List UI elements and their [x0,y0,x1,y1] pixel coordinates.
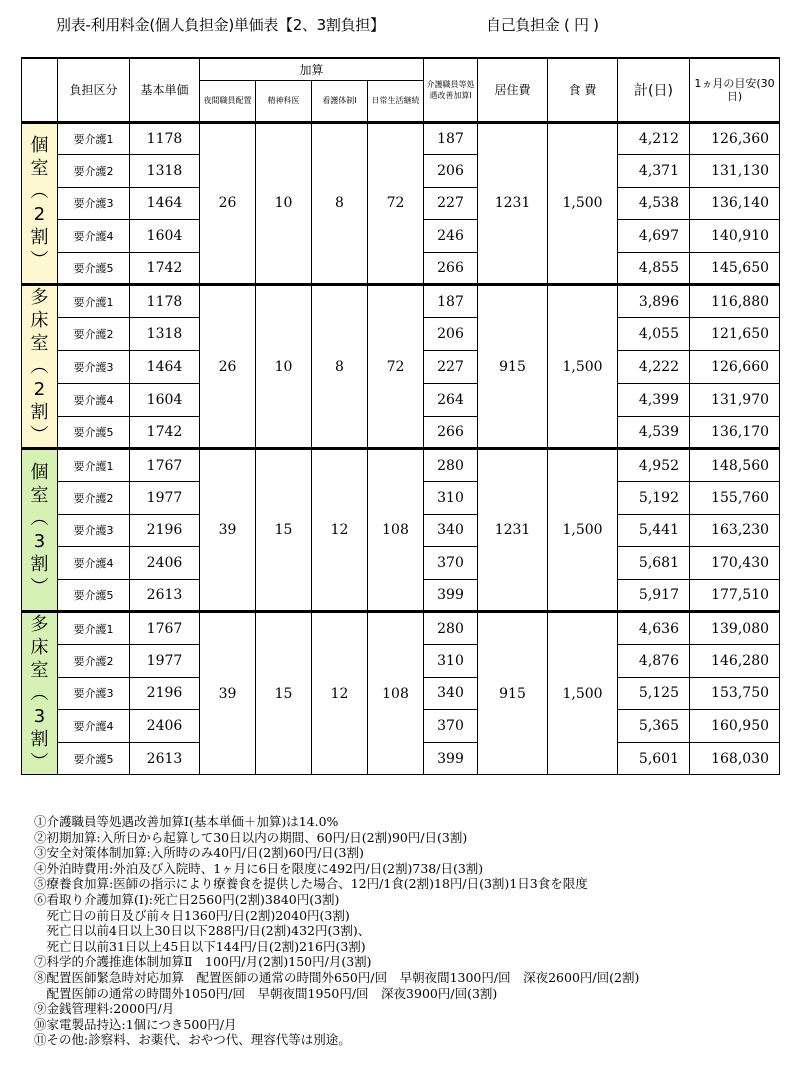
base-price-cell: 1318 [130,155,200,188]
daily-total-cell: 4,371 [618,155,690,188]
meal-cell: 1,500 [548,122,618,285]
staff-improvement-cell: 399 [424,742,478,775]
monthly-estimate-cell: 148,560 [690,449,780,482]
note-line: 配置医師の通常の時間外1050円/回 早朝夜間1950円/回 深夜3900円/回(3割) [34,985,498,1001]
table-row [22,285,780,318]
nursing-cell: 12 [312,449,368,612]
table-row [22,612,780,645]
header-addition: 加算 [200,58,424,80]
staff-improvement-cell: 264 [424,383,478,416]
note-line: ④外泊時費用:外泊及び入院時、1ヶ月に6日を限度に492円/日(2割)738/日(3割) [34,860,484,876]
care-level-cell: 要介護4 [58,220,130,253]
care-level-cell: 要介護3 [58,514,130,547]
monthly-estimate-cell: 139,080 [690,612,780,645]
staff-improvement-cell: 206 [424,155,478,188]
staff-improvement-cell: 187 [424,285,478,318]
note-line: ⑥看取り介護加算(Ⅰ):死亡日2560円(2割)3840円(3割) [34,891,340,907]
note-line: 死亡日以前31日以上45日以下144円/日(2割)216円(3割) [34,938,366,954]
staff-improvement-cell: 310 [424,645,478,678]
monthly-estimate-cell: 168,030 [690,742,780,775]
staff-improvement-cell: 187 [424,122,478,155]
staff-improvement-cell: 370 [424,710,478,743]
base-price-cell: 1604 [130,220,200,253]
daily-living-cell: 108 [368,449,424,612]
room-type-char: ︵ [30,508,49,530]
night-staff-cell: 39 [200,612,256,775]
room-type-cell [22,122,58,285]
room-type-char: 室 [30,660,49,682]
monthly-estimate-cell: 136,140 [690,187,780,220]
staff-improvement-cell: 310 [424,482,478,515]
monthly-estimate-cell: 121,650 [690,318,780,351]
care-level-cell: 要介護5 [58,742,130,775]
room-type-char: 3 [33,531,46,553]
staff-improvement-cell: 370 [424,547,478,580]
daily-total-cell: 4,636 [618,612,690,645]
note-line: ⑪その他:診察料、お薬代、おやつ代、理容代等は別途。 [34,1032,351,1048]
note-line: ⑦科学的介護推進体制加算Ⅱ 100円/月(2割)150円/月(3割) [34,954,372,970]
residence-cell: 915 [478,285,548,449]
room-type-char: 2 [33,379,46,401]
daily-total-cell: 4,055 [618,318,690,351]
daily-total-cell: 5,365 [618,710,690,743]
daily-total-cell: 5,601 [618,742,690,775]
base-price-cell: 2196 [130,514,200,547]
header-base-price: 基本単価 [130,58,200,122]
daily-total-cell: 5,917 [618,579,690,612]
care-level-cell: 要介護1 [58,122,130,155]
monthly-estimate-cell: 126,360 [690,122,780,155]
header-total: 計(日) [618,58,690,122]
base-price-cell: 1742 [130,252,200,285]
care-level-cell: 要介護4 [58,710,130,743]
psychiatry-cell: 15 [256,612,312,775]
care-level-cell: 要介護2 [58,482,130,515]
monthly-estimate-cell: 155,760 [690,482,780,515]
room-type-char: 3 [33,706,46,728]
daily-total-cell: 4,222 [618,351,690,384]
room-type-char: ︶ [30,752,49,774]
care-level-cell: 要介護2 [58,318,130,351]
monthly-estimate-cell: 153,750 [690,677,780,710]
room-type-char: 2 [33,204,46,226]
header-category: 負担区分 [58,58,130,122]
care-level-cell: 要介護3 [58,677,130,710]
base-price-cell: 1178 [130,122,200,155]
room-type-char: 割 [30,729,49,751]
daily-total-cell: 4,697 [618,220,690,253]
meal-cell: 1,500 [548,285,618,449]
base-price-cell: 1178 [130,285,200,318]
room-type-char: ︵ [30,181,49,203]
psychiatry-cell: 10 [256,122,312,285]
note-line: ⑨金銭管理料:2000円/月 [34,1001,175,1017]
care-level-cell: 要介護5 [58,252,130,285]
base-price-cell: 1977 [130,645,200,678]
header-residence: 居住費 [478,58,548,122]
header-night-staff: 夜間職員配置 [200,80,256,122]
daily-total-cell: 4,855 [618,252,690,285]
room-type-char: 多 [30,614,49,636]
table-body [22,122,780,775]
header-staff-improvement: 介護職員等処遇改善加算Ⅰ [424,58,478,122]
document-title: 別表-利用料金(個人負担金)単価表【2、3割負担】 [56,16,385,34]
room-type-char: ︵ [30,683,49,705]
monthly-estimate-cell: 131,130 [690,155,780,188]
monthly-estimate-cell: 136,170 [690,416,780,449]
residence-cell: 915 [478,612,548,775]
table-row [22,449,780,482]
room-type-char: 室 [30,158,49,180]
note-line: ③安全対策体制加算:入所時のみ40円/日(2割)60円/日(3割) [34,845,364,861]
daily-total-cell: 4,539 [618,416,690,449]
night-staff-cell: 26 [200,285,256,449]
room-type-char: 室 [30,333,49,355]
nursing-cell: 12 [312,612,368,775]
staff-improvement-cell: 246 [424,220,478,253]
base-price-cell: 1767 [130,612,200,645]
room-type-char: 床 [30,310,49,332]
daily-total-cell: 4,538 [618,187,690,220]
room-type-char: 個 [30,135,49,157]
monthly-estimate-cell: 126,660 [690,351,780,384]
base-price-cell: 1464 [130,351,200,384]
header-psychiatry: 精神科医 [256,80,312,122]
care-level-cell: 要介護3 [58,187,130,220]
base-price-cell: 2406 [130,710,200,743]
staff-improvement-cell: 227 [424,187,478,220]
staff-improvement-cell: 227 [424,351,478,384]
base-price-cell: 1977 [130,482,200,515]
monthly-estimate-cell: 131,970 [690,383,780,416]
room-type-char: 割 [30,554,49,576]
daily-living-cell: 72 [368,285,424,449]
room-type-char: 室 [30,485,49,507]
daily-total-cell: 4,212 [618,122,690,155]
header-daily-living: 日常生活継続 [368,80,424,122]
room-type-char: ︶ [30,425,49,447]
base-price-cell: 1464 [130,187,200,220]
header-nursing: 看護体制Ⅰ [312,80,368,122]
daily-total-cell: 5,681 [618,547,690,580]
base-price-cell: 1742 [130,416,200,449]
room-type-char: 個 [30,462,49,484]
nursing-cell: 8 [312,122,368,285]
staff-improvement-cell: 206 [424,318,478,351]
care-level-cell: 要介護5 [58,579,130,612]
residence-cell: 1231 [478,122,548,285]
note-line: ②初期加算:入所日から起算して30日以内の期間、60円/日(2割)90円/日(3割) [34,829,468,845]
daily-living-cell: 108 [368,612,424,775]
room-type-char: 割 [30,402,49,424]
room-type-char: ︶ [30,577,49,599]
monthly-estimate-cell: 146,280 [690,645,780,678]
daily-total-cell: 4,952 [618,449,690,482]
monthly-estimate-cell: 170,430 [690,547,780,580]
base-price-cell: 1767 [130,449,200,482]
note-line: ⑩家電製品持込:1個につき500円/月 [34,1016,237,1032]
table-row [22,122,780,155]
notes-section [34,814,784,1048]
room-type-char: ︵ [30,356,49,378]
self-pay-label: 自己負担金 ( 円 ) [486,16,599,34]
daily-total-cell: 5,441 [618,514,690,547]
daily-total-cell: 5,125 [618,677,690,710]
note-line: ⑤療養食加算:医師の指示により療養食を提供した場合、12円/1食(2割)18円/日(3割)1日3食を限度 [34,876,588,892]
room-type-cell [22,285,58,449]
care-level-cell: 要介護1 [58,612,130,645]
note-line: ①介護職員等処遇改善加算Ⅰ(基本単価＋加算)は14.0% [34,814,339,829]
room-type-cell [22,612,58,775]
note-line: 死亡日以前4日以上30日以下288円/日(2割)432円(3割)、 [34,923,371,939]
care-level-cell: 要介護2 [58,155,130,188]
monthly-estimate-cell: 163,230 [690,514,780,547]
header-monthly: 1ヵ月の目安(30日) [690,58,780,122]
header-meal: 食 費 [548,58,618,122]
night-staff-cell: 39 [200,449,256,612]
nursing-cell: 8 [312,285,368,449]
base-price-cell: 2613 [130,742,200,775]
monthly-estimate-cell: 145,650 [690,252,780,285]
table-header [22,58,780,122]
staff-improvement-cell: 266 [424,252,478,285]
base-price-cell: 1604 [130,383,200,416]
rate-table [21,57,780,775]
header-corner [22,58,58,122]
care-level-cell: 要介護4 [58,383,130,416]
monthly-estimate-cell: 140,910 [690,220,780,253]
daily-total-cell: 4,876 [618,645,690,678]
night-staff-cell: 26 [200,122,256,285]
staff-improvement-cell: 280 [424,612,478,645]
daily-total-cell: 5,192 [618,482,690,515]
document-title-line [56,14,599,35]
daily-total-cell: 4,399 [618,383,690,416]
room-type-char: 多 [30,287,49,309]
room-type-char: 割 [30,227,49,249]
care-level-cell: 要介護5 [58,416,130,449]
room-type-cell [22,449,58,612]
residence-cell: 1231 [478,449,548,612]
room-type-char: 床 [30,637,49,659]
daily-total-cell: 3,896 [618,285,690,318]
psychiatry-cell: 10 [256,285,312,449]
base-price-cell: 2406 [130,547,200,580]
monthly-estimate-cell: 177,510 [690,579,780,612]
care-level-cell: 要介護1 [58,285,130,318]
staff-improvement-cell: 340 [424,677,478,710]
note-line: 死亡日の前日及び前々日1360円/日(2割)2040円(3割) [34,907,350,923]
room-type-char: ︶ [30,250,49,272]
monthly-estimate-cell: 116,880 [690,285,780,318]
staff-improvement-cell: 280 [424,449,478,482]
staff-improvement-cell: 340 [424,514,478,547]
base-price-cell: 2196 [130,677,200,710]
monthly-estimate-cell: 160,950 [690,710,780,743]
care-level-cell: 要介護4 [58,547,130,580]
daily-living-cell: 72 [368,122,424,285]
care-level-cell: 要介護3 [58,351,130,384]
base-price-cell: 2613 [130,579,200,612]
meal-cell: 1,500 [548,449,618,612]
base-price-cell: 1318 [130,318,200,351]
psychiatry-cell: 15 [256,449,312,612]
care-level-cell: 要介護1 [58,449,130,482]
care-level-cell: 要介護2 [58,645,130,678]
staff-improvement-cell: 266 [424,416,478,449]
note-line: ⑧配置医師緊急時対応加算 配置医師の通常の時間外650円/回 早朝夜間1300円/回 深夜2600円/回(2割) [34,969,640,985]
meal-cell: 1,500 [548,612,618,775]
staff-improvement-cell: 399 [424,579,478,612]
